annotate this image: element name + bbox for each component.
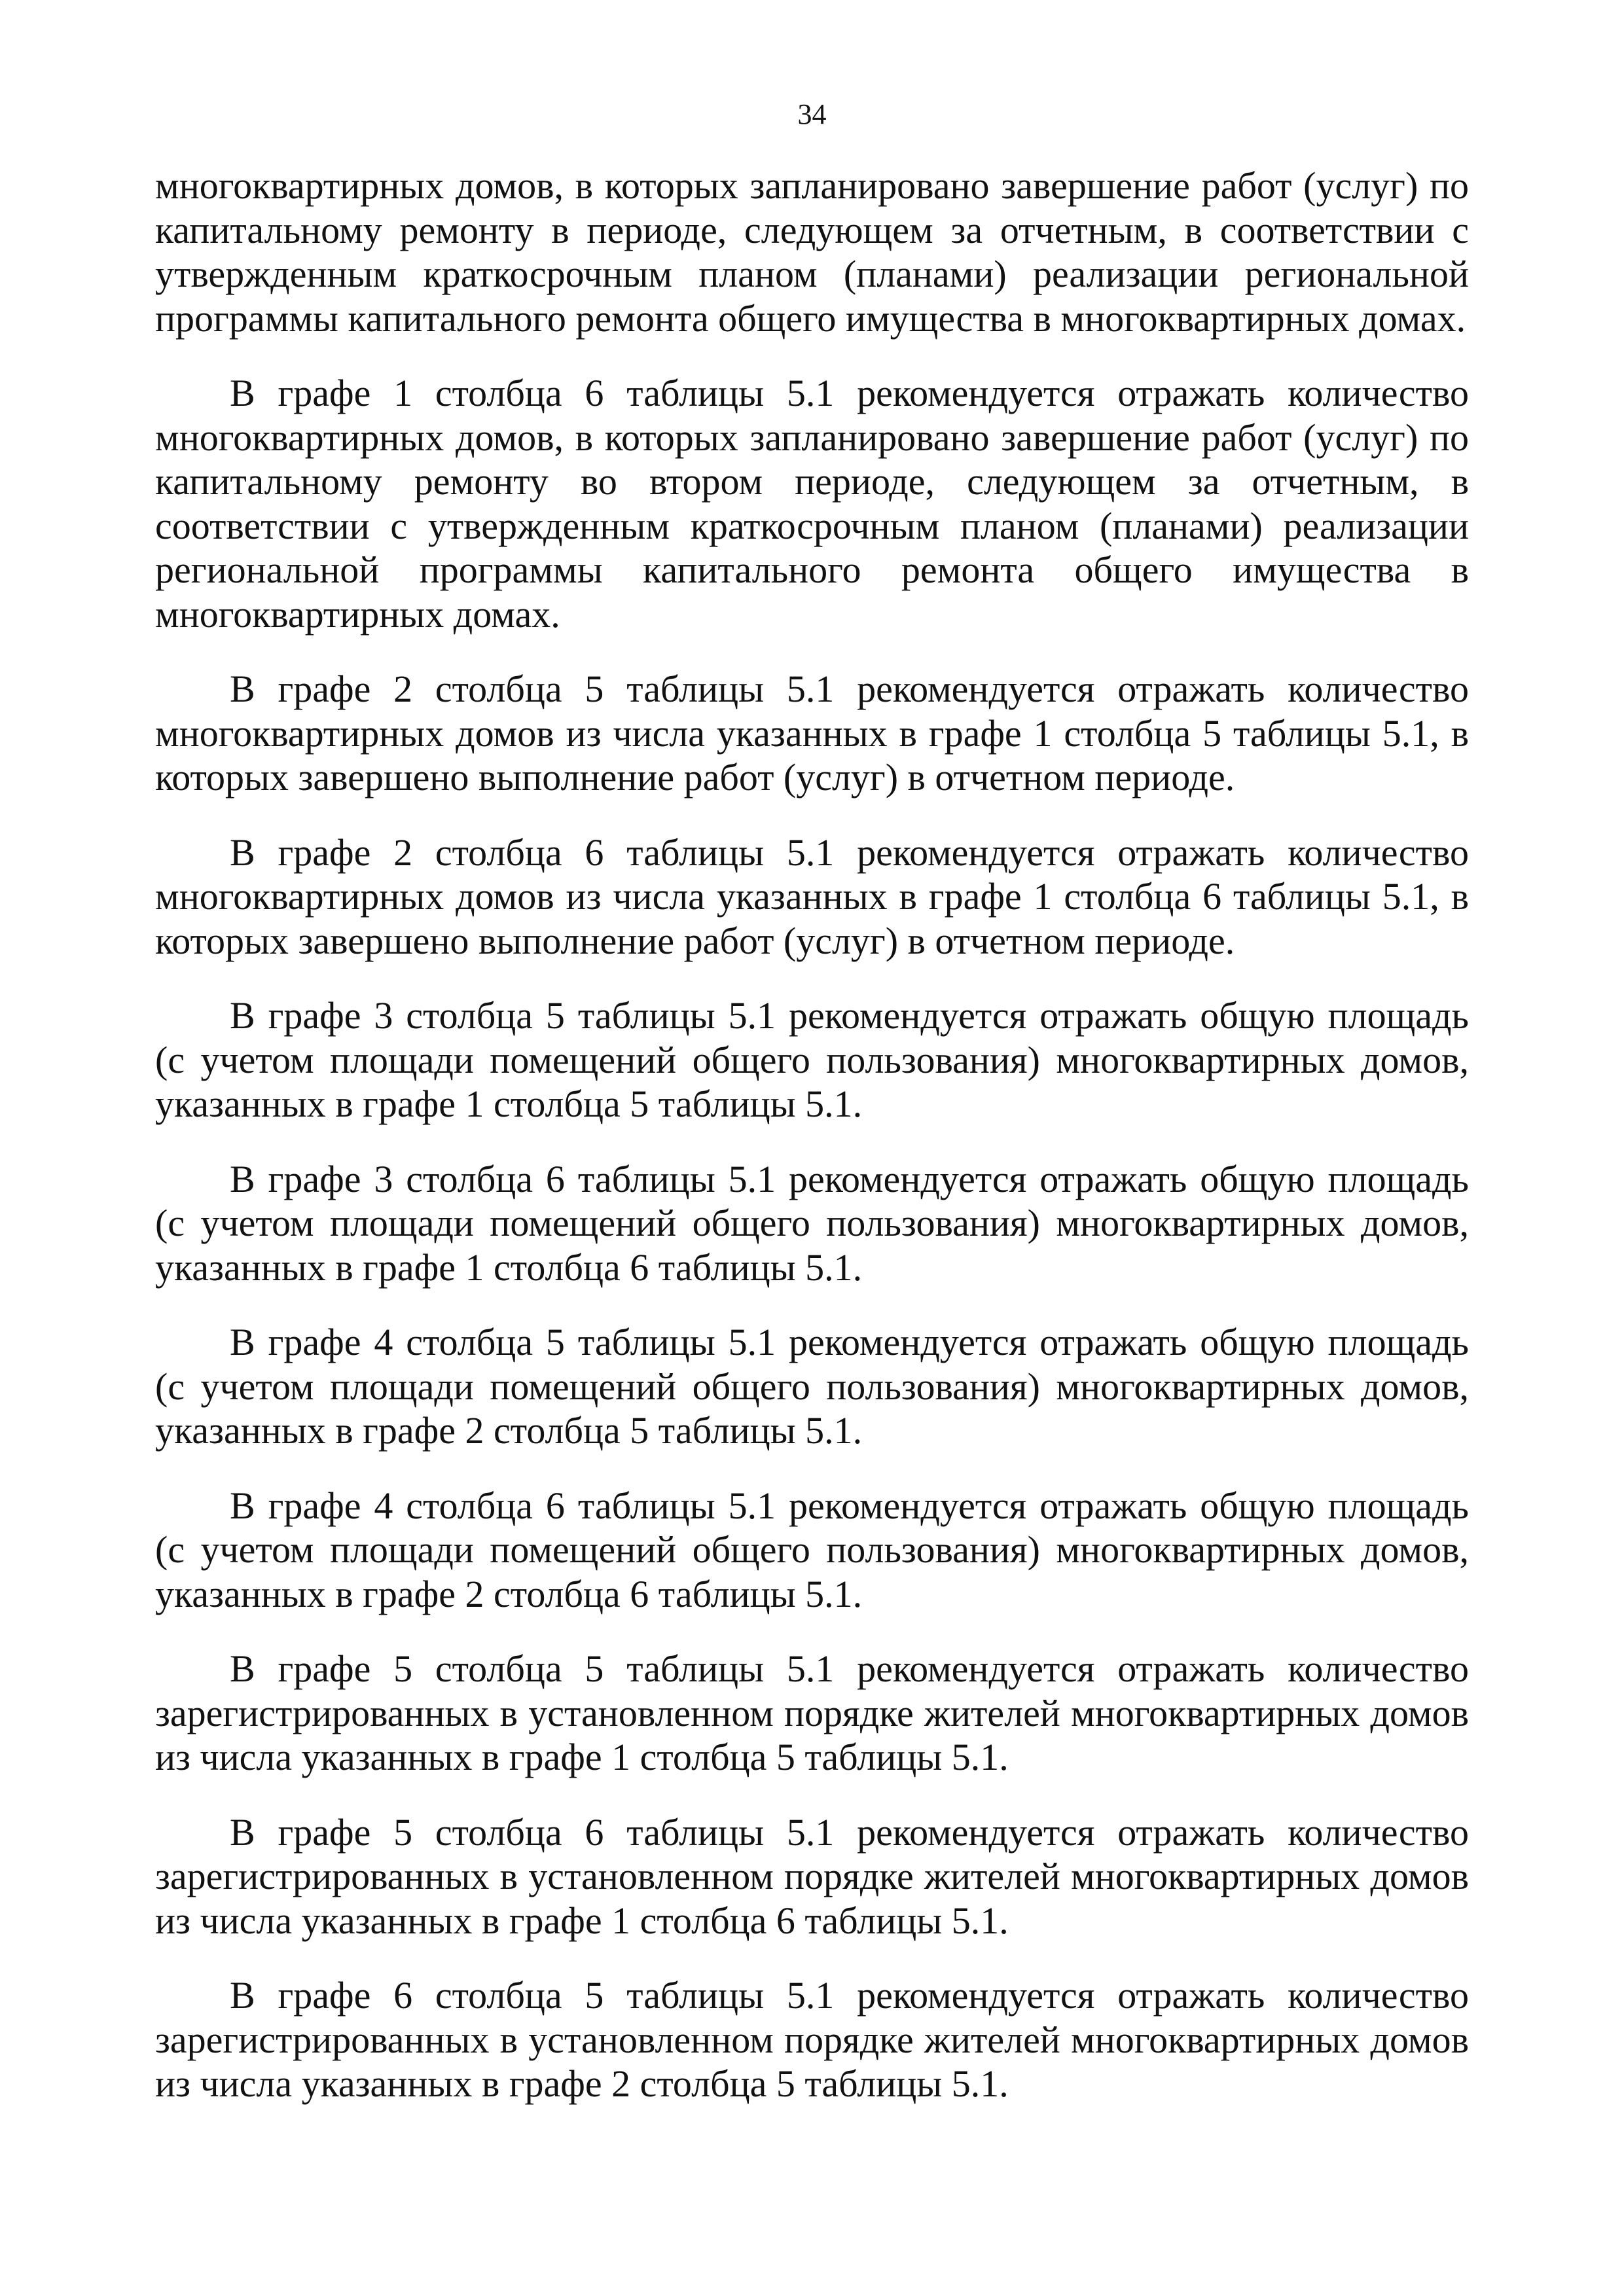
paragraph-continuation: многоквартирных домов, в которых запланировано завершение работ (услуг) по капитальному ремонту в периоде, следующем за отчетным, в соответствии с утвержденным краткосрочным планом (планами) реализации региональной программы капитального ремонта общего имущества в многоквартирных домах. xyxy=(155,164,1469,340)
paragraph: В графе 4 столбца 6 таблицы 5.1 рекомендуется отражать общую площадь (с учетом площади помещений общего пользования) многоквартирных домов, указанных в графе 2 столбца 6 таблицы 5.1. xyxy=(155,1484,1469,1615)
paragraph: В графе 2 столбца 5 таблицы 5.1 рекомендуется отражать количество многоквартирных домов из числа указанных в графе 1 столбца 5 таблицы 5.1, в которых завершено выполнение работ (услуг) в отчетном периоде. xyxy=(155,668,1469,798)
body-text xyxy=(155,164,1469,2137)
paragraph: В графе 5 столбца 6 таблицы 5.1 рекомендуется отражать количество зарегистрированных в установленном порядке жителей многоквартирных домов из числа указанных в графе 1 столбца 6 таблицы 5.1. xyxy=(155,1810,1469,1942)
paragraph: В графе 3 столбца 5 таблицы 5.1 рекомендуется отражать общую площадь (с учетом площади помещений общего пользования) многоквартирных домов, указанных в графе 1 столбца 5 таблицы 5.1. xyxy=(155,994,1469,1125)
paragraph: В графе 6 столбца 5 таблицы 5.1 рекомендуется отражать количество зарегистрированных в установленном порядке жителей многоквартирных домов из числа указанных в графе 2 столбца 5 таблицы 5.1. xyxy=(155,1974,1469,2105)
page-number: 34 xyxy=(797,98,827,130)
paragraph: В графе 2 столбца 6 таблицы 5.1 рекомендуется отражать количество многоквартирных домов из числа указанных в графе 1 столбца 6 таблицы 5.1, в которых завершено выполнение работ (услуг) в отчетном периоде. xyxy=(155,831,1469,962)
paragraph: В графе 1 столбца 6 таблицы 5.1 рекомендуется отражать количество многоквартирных домов, в которых запланировано завершение работ (услуг) по капитальному ремонту во втором периоде, следующем за отчетным, в соответствии с утвержденным краткосрочным планом (планами) реализации региональной программы капитального ремонта общего имущества в многоквартирных домах. xyxy=(155,372,1469,636)
paragraph: В графе 3 столбца 6 таблицы 5.1 рекомендуется отражать общую площадь (с учетом площади помещений общего пользования) многоквартирных домов, указанных в графе 1 столбца 6 таблицы 5.1. xyxy=(155,1157,1469,1289)
paragraph: В графе 4 столбца 5 таблицы 5.1 рекомендуется отражать общую площадь (с учетом площади помещений общего пользования) многоквартирных домов, указанных в графе 2 столбца 5 таблицы 5.1. xyxy=(155,1321,1469,1452)
paragraph: В графе 5 столбца 5 таблицы 5.1 рекомендуется отражать количество зарегистрированных в установленном порядке жителей многоквартирных домов из числа указанных в графе 1 столбца 5 таблицы 5.1. xyxy=(155,1647,1469,1778)
